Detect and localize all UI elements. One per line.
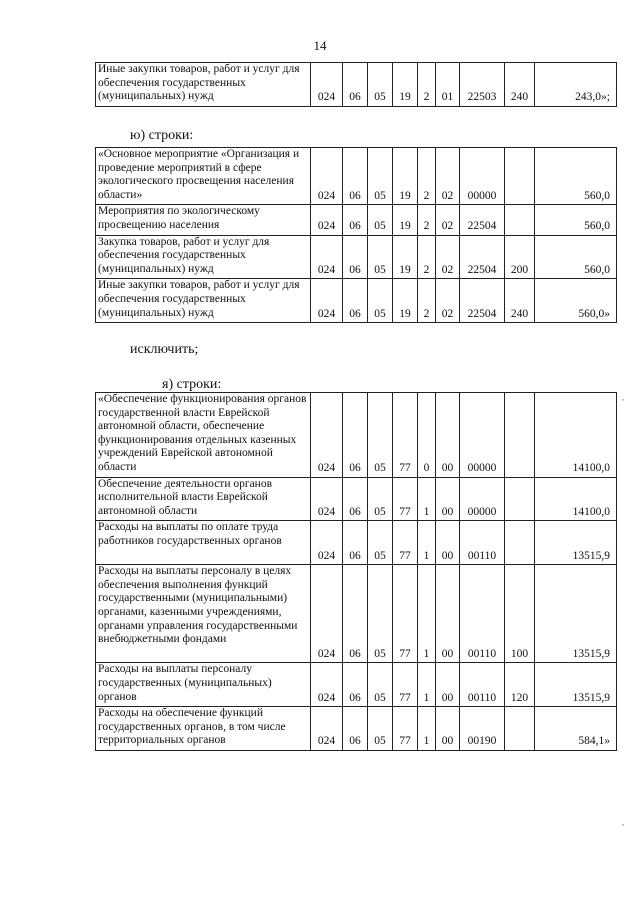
code-cell: 06 [343,235,368,279]
code-cell: 22504 [460,279,505,323]
code-cell: 00 [436,477,460,521]
code-cell: 77 [393,521,418,565]
code-cell: 05 [368,565,393,663]
code-cell: 19 [393,235,418,279]
code-cell [505,707,535,751]
amount-cell: 560,0 [535,235,617,279]
code-cell: 19 [393,205,418,235]
code-cell: 05 [368,235,393,279]
code-cell: 120 [505,663,535,707]
budget-table-3 [95,392,617,751]
budget-table-2 [95,147,617,323]
code-cell: 100 [505,565,535,663]
table-row [96,707,617,751]
code-cell [505,521,535,565]
code-cell [505,205,535,235]
code-cell: 00110 [460,565,505,663]
code-cell: 024 [311,235,343,279]
code-cell: 77 [393,663,418,707]
code-cell: 77 [393,477,418,521]
code-cell: 77 [393,565,418,663]
table-row [96,205,617,235]
code-cell: 02 [436,279,460,323]
row-name: Закупка товаров, работ и услуг для обеспечения государственных (муниципальных) нужд [96,235,311,279]
code-cell: 06 [343,148,368,205]
code-cell: 19 [393,279,418,323]
code-cell: 00000 [460,477,505,521]
code-cell: 00000 [460,148,505,205]
code-cell: 77 [393,707,418,751]
code-cell: 2 [418,148,436,205]
amount-cell: 560,0 [535,205,617,235]
row-name: Обеспечение деятельности органов исполнительной власти Еврейской автономной области [96,477,311,521]
code-cell: 22503 [460,63,505,107]
amount-cell: 584,1» [535,707,617,751]
amount-cell: 14100,0 [535,477,617,521]
code-cell: 06 [343,63,368,107]
code-cell: 05 [368,205,393,235]
code-cell: 024 [311,707,343,751]
scan-margin-marks: · [619,820,626,831]
code-cell: 19 [393,148,418,205]
table-row [96,235,617,279]
code-cell: 024 [311,521,343,565]
code-cell: 02 [436,205,460,235]
code-cell: 200 [505,235,535,279]
table-row [96,565,617,663]
code-cell: 2 [418,205,436,235]
code-cell: 06 [343,521,368,565]
code-cell: 00 [436,565,460,663]
code-cell: 77 [393,393,418,478]
scan-margin-marks: · [619,395,626,406]
code-cell: 00110 [460,521,505,565]
code-cell: 240 [505,279,535,323]
code-cell: 2 [418,63,436,107]
table-row [96,521,617,565]
code-cell [505,148,535,205]
row-name: Расходы на выплаты персоналу государственных (муниципальных) органов [96,663,311,707]
code-cell: 05 [368,663,393,707]
table-row [96,663,617,707]
caption-ya: я) строки: [162,377,222,392]
code-cell: 00 [436,521,460,565]
row-name: «Обеспечение функционирования органов государственной власти Еврейской автономной области, обеспечение функционирования отдельных казенных учреждений Еврейской автономной области [96,393,311,478]
code-cell: 00000 [460,393,505,478]
row-name: Иные закупки товаров, работ и услуг для обеспечения государственных (муниципальных) нужд [96,279,311,323]
amount-cell: 560,0 [535,148,617,205]
code-cell: 01 [436,63,460,107]
code-cell: 22504 [460,235,505,279]
amount-cell: 560,0» [535,279,617,323]
amount-cell: 243,0»; [535,63,617,107]
code-cell: 05 [368,279,393,323]
row-name: Расходы на выплаты по оплате труда работников государственных органов [96,521,311,565]
code-cell: 06 [343,707,368,751]
amount-cell: 13515,9 [535,521,617,565]
row-name: Иные закупки товаров, работ и услуг для обеспечения государственных (муниципальных) нужд [96,63,311,107]
code-cell: 00 [436,707,460,751]
code-cell: 05 [368,148,393,205]
code-cell: 06 [343,279,368,323]
code-cell: 1 [418,477,436,521]
code-cell: 19 [393,63,418,107]
code-cell: 00110 [460,663,505,707]
code-cell: 024 [311,477,343,521]
page-number: 14 [313,38,327,53]
code-cell: 1 [418,663,436,707]
code-cell: 05 [368,477,393,521]
code-cell: 024 [311,148,343,205]
code-cell [505,477,535,521]
code-cell: 024 [311,393,343,478]
amount-cell: 13515,9 [535,565,617,663]
code-cell: 06 [343,205,368,235]
table-row [96,393,617,478]
row-name: Расходы на выплаты персоналу в целях обеспечения выполнения функций государственными (муниципальными) органами, казенными учреждениями, органами управления государственными внебюджетными фондами [96,565,311,663]
code-cell: 02 [436,235,460,279]
row-name: «Основное мероприятие «Организация и проведение мероприятий в сфере экологического просвещения населения области» [96,148,311,205]
table-row [96,477,617,521]
code-cell: 05 [368,521,393,565]
code-cell: 024 [311,565,343,663]
code-cell [505,393,535,478]
row-name: Расходы на обеспечение функций государственных органов, в том числе территориальных органов [96,707,311,751]
code-cell: 240 [505,63,535,107]
caption-yu: ю) строки: [130,128,194,143]
code-cell: 06 [343,663,368,707]
table-row [96,279,617,323]
code-cell: 024 [311,663,343,707]
code-cell: 22504 [460,205,505,235]
code-cell: 06 [343,477,368,521]
code-cell: 024 [311,205,343,235]
code-cell: 0 [418,393,436,478]
code-cell: 2 [418,279,436,323]
code-cell: 1 [418,521,436,565]
code-cell: 2 [418,235,436,279]
code-cell: 02 [436,148,460,205]
code-cell: 05 [368,63,393,107]
code-cell: 05 [368,707,393,751]
code-cell: 00 [436,663,460,707]
code-cell: 024 [311,63,343,107]
amount-cell: 13515,9 [535,663,617,707]
budget-table-1 [95,62,617,107]
code-cell: 00190 [460,707,505,751]
code-cell: 05 [368,393,393,478]
row-name: Мероприятия по экологическому просвещению населения [96,205,311,235]
table-row [96,63,617,107]
code-cell: 06 [343,393,368,478]
code-cell: 00 [436,393,460,478]
code-cell: 1 [418,565,436,663]
code-cell: 06 [343,565,368,663]
code-cell: 1 [418,707,436,751]
table-row [96,148,617,205]
amount-cell: 14100,0 [535,393,617,478]
caption-exclude: исключить; [130,342,199,357]
code-cell: 024 [311,279,343,323]
